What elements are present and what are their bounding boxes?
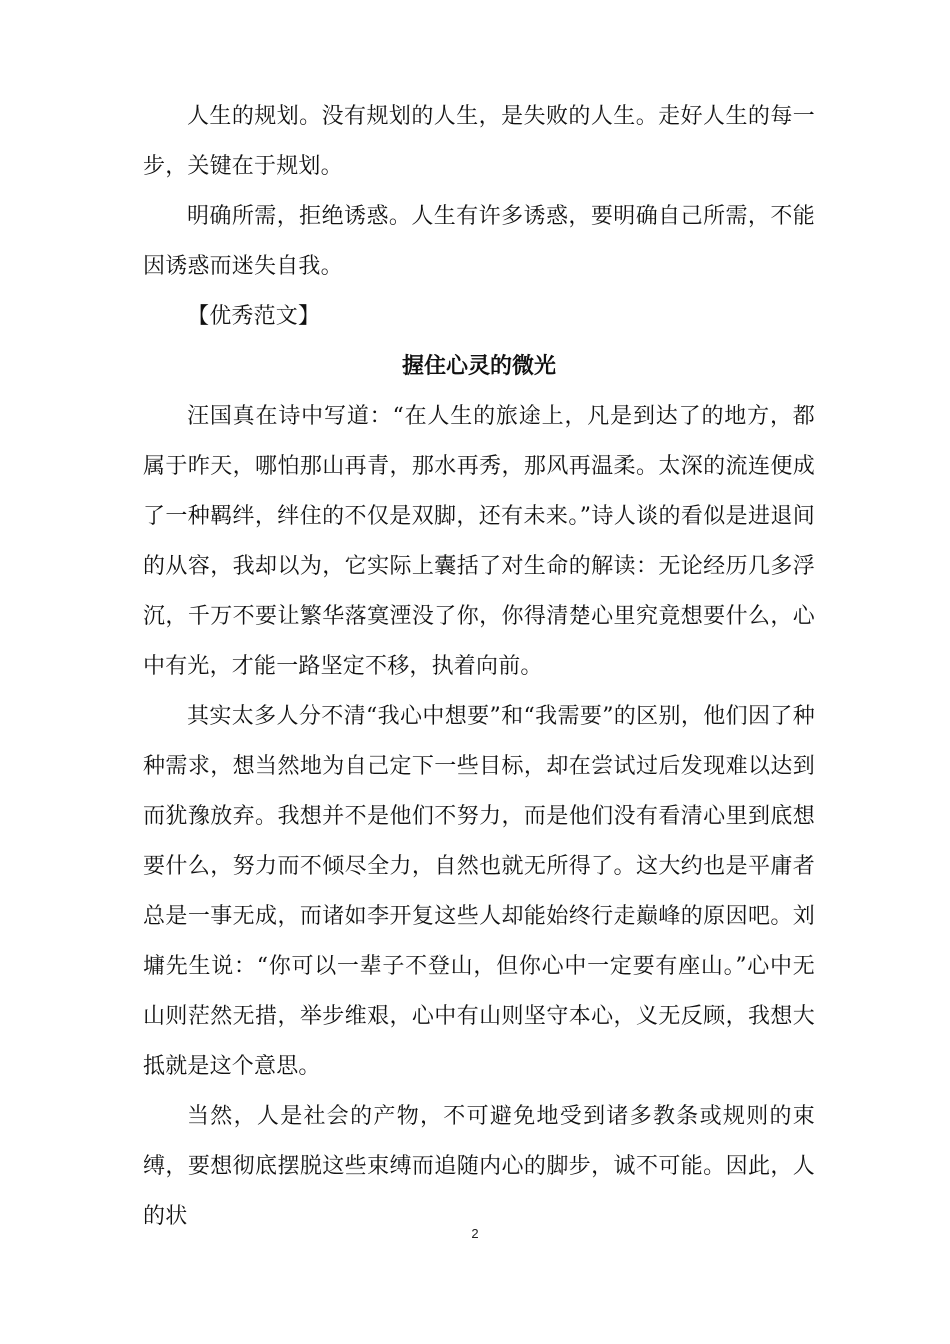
essay-paragraph-3: 当然，人是社会的产物，不可避免地受到诸多教条或规则的束缚，要想彻底摆脱这些束缚而追随内心的脚步，诚不可能。因此，人的状: [143, 1104, 815, 1229]
paragraph-continued: 人生的规划。没有规划的人生，是失败的人生。走好人生的每一步，关键在于规划。: [143, 104, 815, 179]
paragraph-clear-needs: 明确所需，拒绝诱惑。人生有许多诱惑，要明确自己所需，不能因诱惑而迷失自我。: [143, 204, 815, 279]
document-body: [143, 92, 815, 1242]
essay-paragraph-1: 汪国真在诗中写道：“在人生的旅途上，凡是到达了的地方，都属于昨天，哪怕那山再青，那水再秀，那风再温柔。太深的流连便成了一种羁绊，绊住的不仅是双脚，还有未来。”诗人谈的看似是进退间的从容，我却以为，它实际上囊括了对生命的解读：无论经历几多浮沉，千万不要让繁华落寞湮没了你，你得清楚心里究竟想要什么，心中有光，才能一路坚定不移，执着向前。: [143, 404, 815, 679]
section-label-excellent-essay: 【优秀范文】: [187, 304, 321, 329]
essay-title: 握住心灵的微光: [401, 354, 556, 379]
page-number: 2: [471, 1226, 479, 1241]
essay-paragraph-2: 其实太多人分不清“我心中想要”和“我需要”的区别，他们因了种种需求，想当然地为自己定下一些目标，却在尝试过后发现难以达到而犹豫放弃。我想并不是他们不努力，而是他们没有看清心里到底想要什么，努力而不倾尽全力，自然也就无所得了。这大约也是平庸者总是一事无成，而诸如李开复这些人却能始终行走巅峰的原因吧。刘墉先生说：“你可以一辈子不登山，但你心中一定要有座山。”心中无山则茫然无措，举步维艰，心中有山则坚守本心，义无反顾，我想大抵就是这个意思。: [143, 704, 815, 1079]
